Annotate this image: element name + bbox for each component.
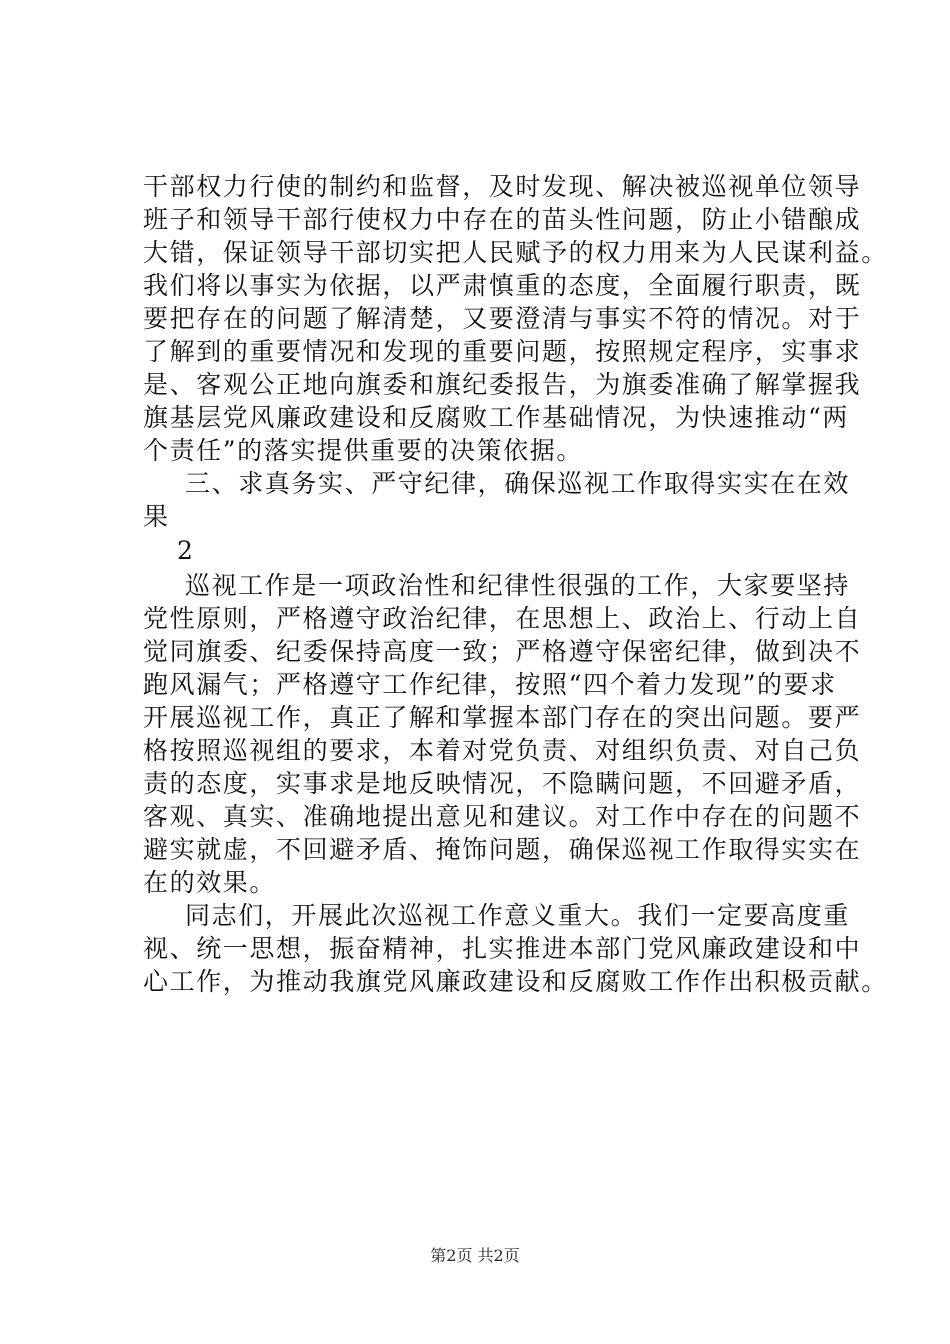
text-line: 觉同旗委、纪委保持高度一致；严格遵守保密纪律，做到决不 [143,637,862,666]
text-line: 我们将以事实为依据，以严肃慎重的态度，全面履行职责，既 [143,271,862,300]
text-line: 了解到的重要情况和发现的重要问题，按照规定程序，实事求 [143,337,862,366]
text-line: 避实就虚，不回避矛盾、掩饰问题，确保巡视工作取得实实在 [143,835,862,864]
text-line: 心工作，为推动我旗党风廉政建设和反腐败工作作出积极贡献。 [143,967,888,996]
heading-line: 三、求真务实、严守纪律，确保巡视工作取得实实在在效 [185,469,851,498]
text-line: 班子和领导干部行使权力中存在的苗头性问题，防止小错酿成 [143,205,862,234]
text-line: 旗基层党风廉政建设和反腐败工作基础情况，为快速推动“两 [143,403,849,432]
heading-line: 果 [143,502,170,531]
text-line: 在的效果。 [143,868,277,897]
text-line: 大错，保证领导干部切实把人民赋予的权力用来为人民谋利益。 [143,238,888,267]
text-line: 党性原则，严格遵守政治纪律，在思想上、政治上、行动上自 [143,604,862,633]
text-line: 同志们，开展此次巡视工作意义重大。我们一定要高度重 [185,901,851,930]
text-line: 视、统一思想，振奋精神，扎实推进本部门党风廉政建设和中 [143,934,862,963]
text-line: 个责任”的落实提供重要的决策依据。 [143,436,583,465]
paragraph-3 [143,899,888,998]
document-body [143,170,888,998]
paragraph-1 [143,170,888,467]
text-line: 责的态度，实事求是地反映情况，不隐瞒问题，不回避矛盾， [143,769,862,798]
text-line: 格按照巡视组的要求，本着对党负责、对组织负责、对自己负 [143,736,862,765]
text-line: 要把存在的问题了解清楚，又要澄清与事实不符的情况。对于 [143,304,862,333]
paragraph-2 [143,569,862,899]
text-line: 是、客观公正地向旗委和旗纪委报告，为旗委准确了解掌握我 [143,370,862,399]
text-line: 跑风漏气；严格遵守工作纪律，按照“四个着力发现”的要求 [143,670,837,699]
page-footer: 第2页 共2页 [430,1246,520,1265]
inline-page-number: 2 [177,536,193,565]
section-heading [143,467,851,533]
text-line: 巡视工作是一项政治性和纪律性很强的工作，大家要坚持 [185,571,851,600]
text-line: 干部权力行使的制约和监督，及时发现、解决被巡视单位领导 [143,172,862,201]
text-line: 开展巡视工作，真正了解和掌握本部门存在的突出问题。要严 [143,703,862,732]
text-line: 客观、真实、准确地提出意见和建议。对工作中存在的问题不 [143,802,862,831]
